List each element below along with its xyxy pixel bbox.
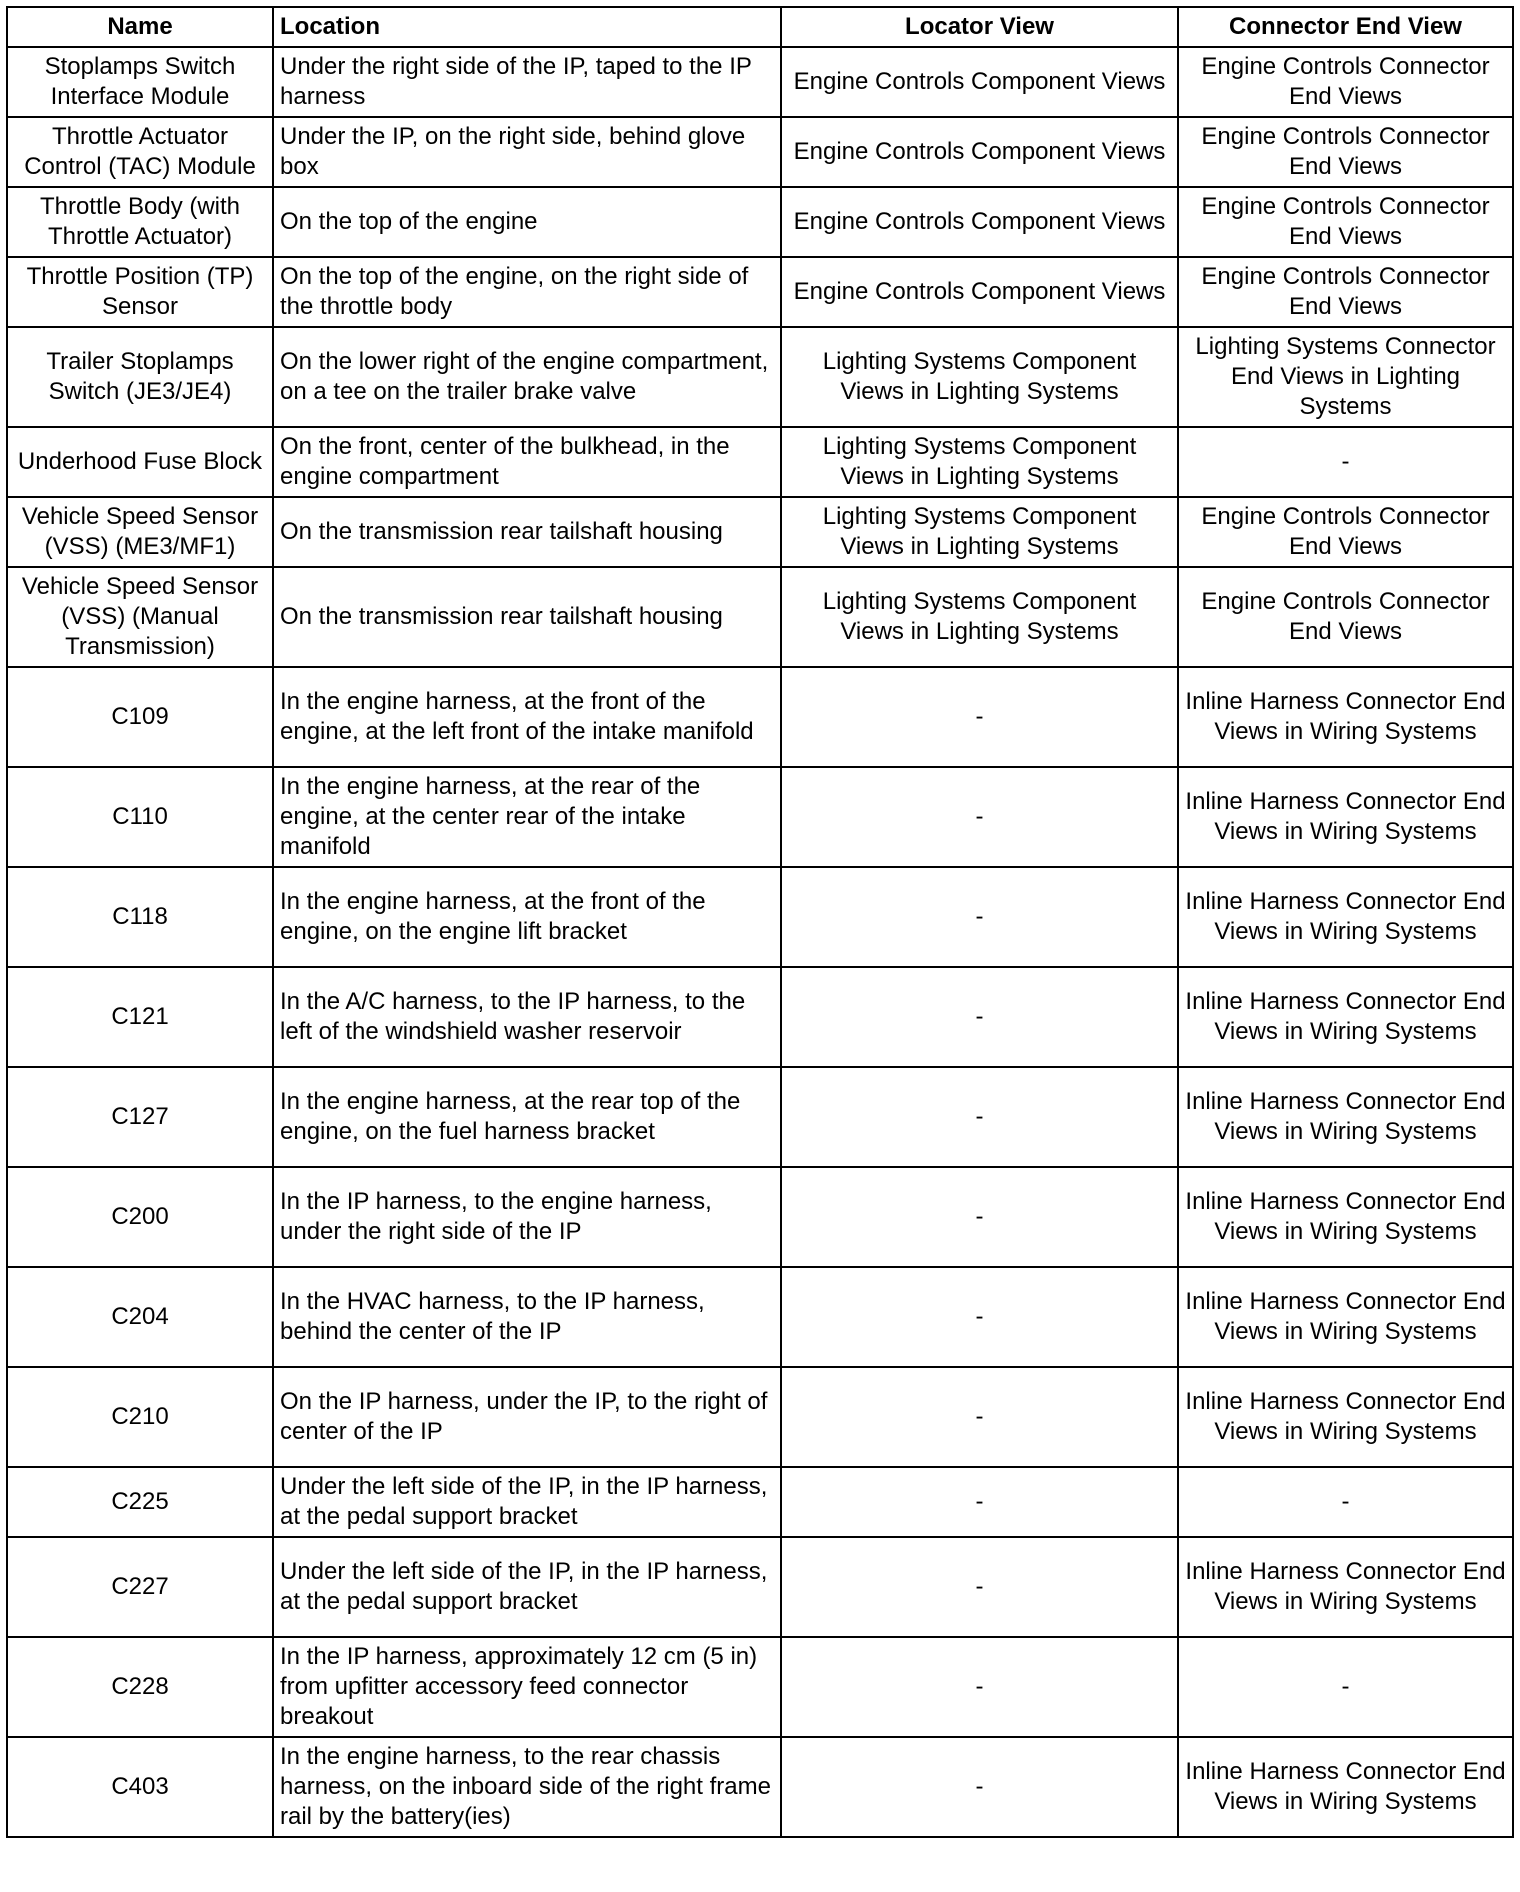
table-header-row — [7, 7, 1513, 47]
header-connector-end-view: Connector End View — [1178, 7, 1513, 47]
cell-connector-end-view: Lighting Systems Connector End Views in Lighting Systems — [1178, 327, 1513, 427]
table-row — [7, 667, 1513, 767]
cell-location: In the HVAC harness, to the IP harness, behind the center of the IP — [273, 1267, 781, 1367]
table-row — [7, 47, 1513, 117]
cell-connector-end-view: Engine Controls Connector End Views — [1178, 567, 1513, 667]
cell-location: Under the left side of the IP, in the IP harness, at the pedal support bracket — [273, 1537, 781, 1637]
cell-connector-end-view: Inline Harness Connector End Views in Wiring Systems — [1178, 1737, 1513, 1837]
cell-locator-view: - — [781, 867, 1178, 967]
cell-name: Vehicle Speed Sensor (VSS) (Manual Transmission) — [7, 567, 273, 667]
header-locator-view: Locator View — [781, 7, 1178, 47]
cell-locator-view: Engine Controls Component Views — [781, 47, 1178, 117]
cell-location: In the engine harness, at the rear top of the engine, on the fuel harness bracket — [273, 1067, 781, 1167]
cell-name: Throttle Body (with Throttle Actuator) — [7, 187, 273, 257]
cell-connector-end-view: Engine Controls Connector End Views — [1178, 47, 1513, 117]
cell-locator-view: - — [781, 1637, 1178, 1737]
table-row — [7, 427, 1513, 497]
cell-locator-view: Lighting Systems Component Views in Lighting Systems — [781, 497, 1178, 567]
cell-location: In the IP harness, to the engine harness, under the right side of the IP — [273, 1167, 781, 1267]
table-row — [7, 867, 1513, 967]
cell-connector-end-view: Inline Harness Connector End Views in Wiring Systems — [1178, 667, 1513, 767]
cell-location: On the lower right of the engine compartment, on a tee on the trailer brake valve — [273, 327, 781, 427]
cell-connector-end-view: Engine Controls Connector End Views — [1178, 117, 1513, 187]
cell-locator-view: Lighting Systems Component Views in Lighting Systems — [781, 327, 1178, 427]
cell-name: C210 — [7, 1367, 273, 1467]
cell-name: C118 — [7, 867, 273, 967]
cell-connector-end-view: Engine Controls Connector End Views — [1178, 187, 1513, 257]
cell-name: Throttle Position (TP) Sensor — [7, 257, 273, 327]
table-row — [7, 497, 1513, 567]
cell-locator-view: - — [781, 1367, 1178, 1467]
component-locator-table — [6, 6, 1514, 1838]
cell-location: Under the right side of the IP, taped to the IP harness — [273, 47, 781, 117]
table-row — [7, 1737, 1513, 1837]
cell-connector-end-view: Inline Harness Connector End Views in Wiring Systems — [1178, 1067, 1513, 1167]
cell-location: In the engine harness, at the front of the engine, at the left front of the intake manifold — [273, 667, 781, 767]
cell-connector-end-view: - — [1178, 427, 1513, 497]
cell-connector-end-view: - — [1178, 1637, 1513, 1737]
cell-locator-view: - — [781, 1267, 1178, 1367]
table-row — [7, 1537, 1513, 1637]
cell-name: C403 — [7, 1737, 273, 1837]
table-row — [7, 117, 1513, 187]
cell-locator-view: Lighting Systems Component Views in Lighting Systems — [781, 567, 1178, 667]
cell-locator-view: - — [781, 1167, 1178, 1267]
cell-location: On the IP harness, under the IP, to the right of center of the IP — [273, 1367, 781, 1467]
cell-connector-end-view: Inline Harness Connector End Views in Wiring Systems — [1178, 1267, 1513, 1367]
cell-name: C121 — [7, 967, 273, 1067]
component-locator-table-container — [6, 6, 1514, 1838]
cell-locator-view: - — [781, 1537, 1178, 1637]
cell-name: C225 — [7, 1467, 273, 1537]
table-row — [7, 1637, 1513, 1737]
cell-name: Underhood Fuse Block — [7, 427, 273, 497]
cell-locator-view: Engine Controls Component Views — [781, 117, 1178, 187]
cell-location: On the transmission rear tailshaft housing — [273, 567, 781, 667]
cell-location: In the engine harness, at the front of the engine, on the engine lift bracket — [273, 867, 781, 967]
cell-name: Stoplamps Switch Interface Module — [7, 47, 273, 117]
cell-location: In the engine harness, to the rear chassis harness, on the inboard side of the right frame rail by the battery(ies) — [273, 1737, 781, 1837]
cell-connector-end-view: Inline Harness Connector End Views in Wiring Systems — [1178, 967, 1513, 1067]
cell-location: In the IP harness, approximately 12 cm (5 in) from upfitter accessory feed connector breakout — [273, 1637, 781, 1737]
cell-name: C200 — [7, 1167, 273, 1267]
cell-connector-end-view: - — [1178, 1467, 1513, 1537]
table-row — [7, 187, 1513, 257]
cell-connector-end-view: Engine Controls Connector End Views — [1178, 257, 1513, 327]
cell-locator-view: Engine Controls Component Views — [781, 187, 1178, 257]
cell-name: Vehicle Speed Sensor (VSS) (ME3/MF1) — [7, 497, 273, 567]
cell-name: Trailer Stoplamps Switch (JE3/JE4) — [7, 327, 273, 427]
table-row — [7, 567, 1513, 667]
table-row — [7, 967, 1513, 1067]
cell-locator-view: Lighting Systems Component Views in Lighting Systems — [781, 427, 1178, 497]
cell-location: On the top of the engine, on the right side of the throttle body — [273, 257, 781, 327]
cell-locator-view: Engine Controls Component Views — [781, 257, 1178, 327]
cell-name: C127 — [7, 1067, 273, 1167]
table-row — [7, 1467, 1513, 1537]
cell-location: In the A/C harness, to the IP harness, to the left of the windshield washer reservoir — [273, 967, 781, 1067]
cell-connector-end-view: Inline Harness Connector End Views in Wiring Systems — [1178, 1167, 1513, 1267]
cell-location: On the front, center of the bulkhead, in the engine compartment — [273, 427, 781, 497]
cell-locator-view: - — [781, 1067, 1178, 1167]
cell-location: Under the IP, on the right side, behind glove box — [273, 117, 781, 187]
header-location: Location — [273, 7, 781, 47]
table-row — [7, 1167, 1513, 1267]
cell-location: On the top of the engine — [273, 187, 781, 257]
cell-locator-view: - — [781, 667, 1178, 767]
cell-location: On the transmission rear tailshaft housing — [273, 497, 781, 567]
table-row — [7, 767, 1513, 867]
cell-connector-end-view: Inline Harness Connector End Views in Wiring Systems — [1178, 767, 1513, 867]
cell-connector-end-view: Inline Harness Connector End Views in Wiring Systems — [1178, 1367, 1513, 1467]
cell-name: C110 — [7, 767, 273, 867]
cell-name: Throttle Actuator Control (TAC) Module — [7, 117, 273, 187]
cell-name: C204 — [7, 1267, 273, 1367]
table-row — [7, 257, 1513, 327]
cell-location: In the engine harness, at the rear of the engine, at the center rear of the intake manifold — [273, 767, 781, 867]
header-name: Name — [7, 7, 273, 47]
table-row — [7, 1367, 1513, 1467]
cell-connector-end-view: Engine Controls Connector End Views — [1178, 497, 1513, 567]
cell-location: Under the left side of the IP, in the IP harness, at the pedal support bracket — [273, 1467, 781, 1537]
table-row — [7, 1267, 1513, 1367]
cell-locator-view: - — [781, 1467, 1178, 1537]
cell-name: C109 — [7, 667, 273, 767]
cell-connector-end-view: Inline Harness Connector End Views in Wiring Systems — [1178, 1537, 1513, 1637]
cell-connector-end-view: Inline Harness Connector End Views in Wiring Systems — [1178, 867, 1513, 967]
cell-locator-view: - — [781, 1737, 1178, 1837]
table-row — [7, 1067, 1513, 1167]
cell-name: C228 — [7, 1637, 273, 1737]
cell-name: C227 — [7, 1537, 273, 1637]
cell-locator-view: - — [781, 967, 1178, 1067]
cell-locator-view: - — [781, 767, 1178, 867]
table-row — [7, 327, 1513, 427]
